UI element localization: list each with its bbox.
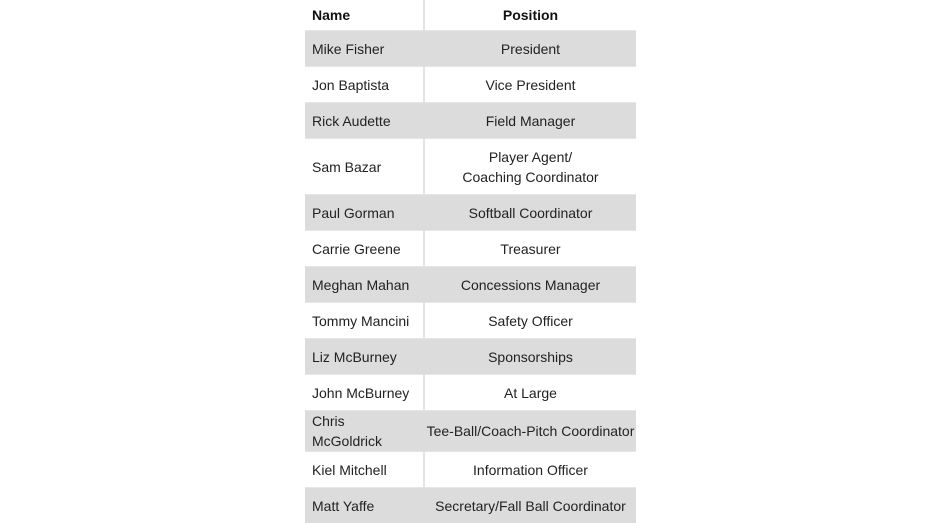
table-row [305,452,636,488]
member-name: Jon Baptista [305,67,424,103]
table-row [305,303,636,339]
member-position [424,195,636,231]
header-name: Name [305,0,424,31]
table-header-row [305,0,636,31]
position-text: Player Agent/ [489,149,572,165]
position-text: Softball Coordinator [469,205,593,221]
member-name: Rick Audette [305,103,424,139]
position-text: Information Officer [473,462,588,478]
position-text: Vice President [485,77,575,93]
member-position [424,67,636,103]
member-position [424,267,636,303]
table-row [305,139,636,195]
position-text: Tee-Ball/Coach-Pitch Coordinator [427,423,635,439]
table-row [305,67,636,103]
position-text: Concessions Manager [461,277,600,293]
position-text: Treasurer [500,241,560,257]
table-row [305,267,636,303]
position-text: Sponsorships [488,349,573,365]
member-name: Paul Gorman [305,195,424,231]
member-name: Sam Bazar [305,139,424,195]
position-text-line2: Coaching Coordinator [462,169,598,185]
member-name: Kiel Mitchell [305,452,424,488]
member-position [424,103,636,139]
position-text: Field Manager [486,113,576,129]
member-position [424,31,636,67]
member-position [424,139,636,195]
table-row [305,339,636,375]
member-name: Matt Yaffe [305,488,424,523]
member-position [424,452,636,488]
header-position: Position [424,0,636,31]
member-position [424,488,636,523]
member-name: Tommy Mancini [305,303,424,339]
table-row [305,195,636,231]
member-name: Chris McGoldrick [305,411,424,452]
member-name: Meghan Mahan [305,267,424,303]
member-name: Carrie Greene [305,231,424,267]
position-text: At Large [504,385,557,401]
position-text: President [501,41,560,57]
member-position [424,411,636,452]
member-position [424,375,636,411]
member-name: John McBurney [305,375,424,411]
member-position [424,339,636,375]
table-row [305,411,636,452]
member-name: Liz McBurney [305,339,424,375]
board-members-table [305,0,636,523]
member-position [424,231,636,267]
position-text: Secretary/Fall Ball Coordinator [435,498,626,514]
table-row [305,375,636,411]
table-row [305,31,636,67]
member-name: Mike Fisher [305,31,424,67]
table-row [305,231,636,267]
table-row [305,103,636,139]
position-text: Safety Officer [488,313,573,329]
table-row [305,488,636,523]
member-position [424,303,636,339]
